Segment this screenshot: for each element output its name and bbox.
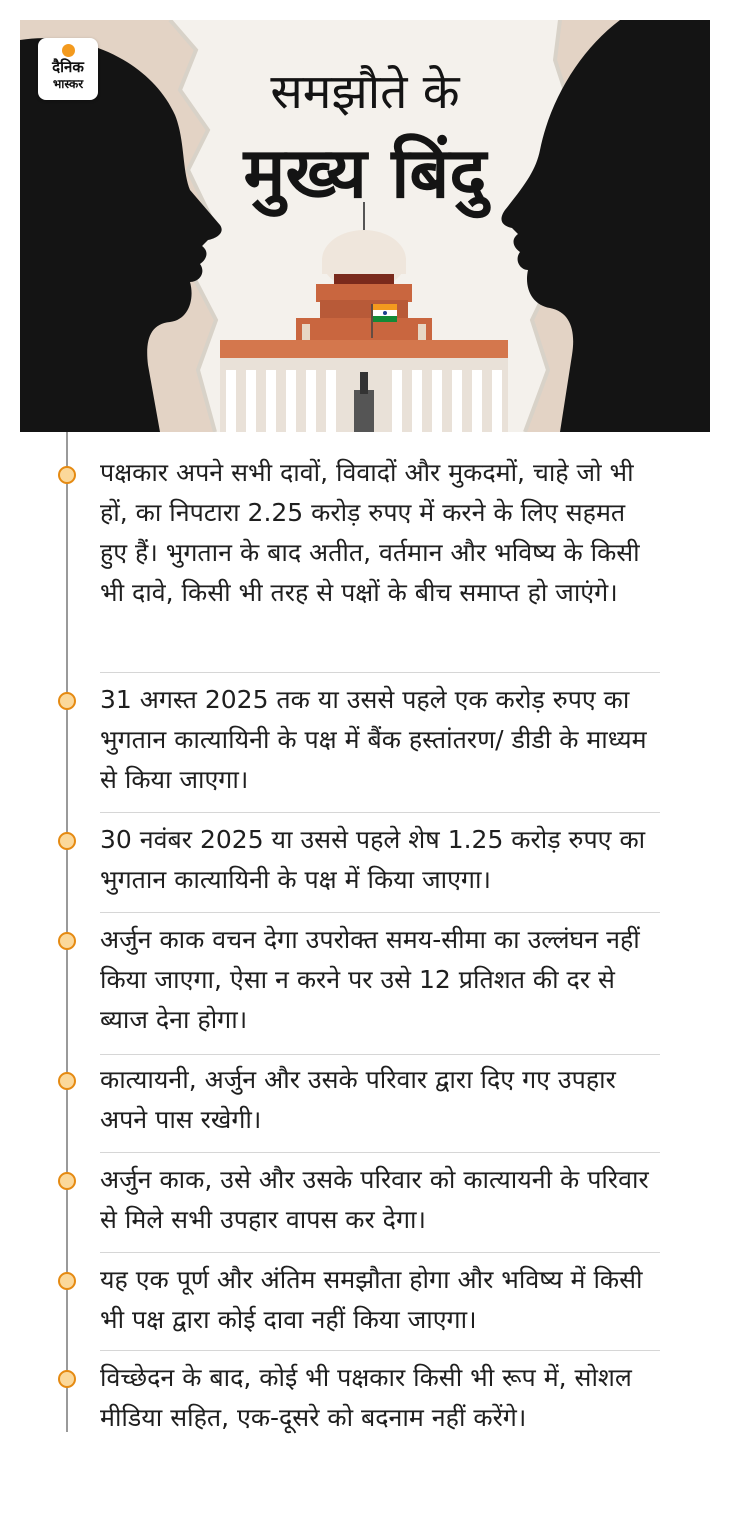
bullet-icon (58, 466, 76, 484)
logo-text-line1: दैनिक (52, 58, 84, 76)
bullet-icon (58, 932, 76, 950)
separator (100, 672, 660, 673)
separator (100, 1152, 660, 1153)
point-3: 30 नवंबर 2025 या उससे पहले शेष 1.25 करोड़ रुपए का भुगतान कात्यायिनी के पक्ष में किया जाएगा। (100, 825, 646, 894)
sun-icon (62, 44, 75, 57)
bullet-icon (58, 1072, 76, 1090)
separator (100, 812, 660, 813)
point-4: अर्जुन काक वचन देगा उपरोक्त समय-सीमा का उल्लंघन नहीं किया जाएगा, ऐसा न करने पर उसे 12 प्रतिशत की दर से ब्याज देना होगा। (100, 925, 640, 1034)
page-title-line2: मुख्य बिंदु (243, 132, 487, 214)
bullet-icon (58, 1172, 76, 1190)
bullet-icon (58, 692, 76, 710)
bullet-icon (58, 832, 76, 850)
point-2: 31 अगस्त 2025 तक या उससे पहले एक करोड़ रुपए का भुगतान कात्यायिनी के पक्ष में बैंक हस्तांतरण/ डीडी के माध्यम से किया जाएगा। (100, 685, 647, 794)
separator (100, 1252, 660, 1253)
bullet-icon (58, 1370, 76, 1388)
page-title-line1: समझौते के (270, 64, 460, 120)
separator (100, 1350, 660, 1351)
separator (100, 912, 660, 913)
point-8: विच्छेदन के बाद, कोई भी पक्षकार किसी भी रूप में, सोशल मीडिया सहित, एक-दूसरे को बदनाम नहीं करेंगे। (100, 1363, 632, 1432)
point-5: कात्यायनी, अर्जुन और उसके परिवार द्वारा दिए गए उपहार अपने पास रखेगी। (100, 1065, 616, 1134)
bullet-icon (58, 1272, 76, 1290)
point-7: यह एक पूर्ण और अंतिम समझौता होगा और भविष्य में किसी भी पक्ष द्वारा कोई दावा नहीं किया जाएगा। (100, 1265, 643, 1334)
point-6: अर्जुन काक, उसे और उसके परिवार को कात्यायनी के परिवार से मिले सभी उपहार वापस कर देगा। (100, 1165, 649, 1234)
logo-text-line2: भास्कर (52, 77, 84, 91)
separator (100, 1054, 660, 1055)
header-banner (20, 20, 710, 432)
point-1: पक्षकार अपने सभी दावों, विवादों और मुकदमों, चाहे जो भी हों, का निपटारा 2.25 करोड़ रुपए में करने के लिए सहमत हुए हैं। भुगतान के बाद अतीत, वर्तमान और भविष्य के किसी भी दावे, किसी भी तरह से पक्षों के बीच समाप्त हो जाएंगे। (100, 458, 640, 607)
